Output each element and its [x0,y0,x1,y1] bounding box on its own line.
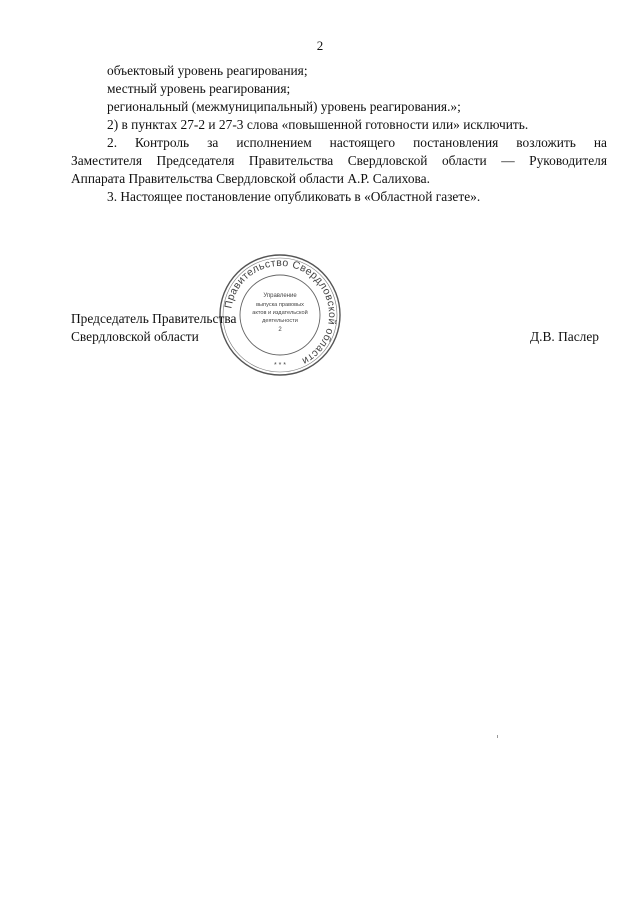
seal-inner-line-2: выпуска правовых [256,302,304,308]
seal-inner-line-4: деятельности [262,318,298,324]
text-line-8: 3. Настоящее постановление опубликовать в «Областной газете». [107,189,481,204]
signature-title [71,310,236,346]
seal-outer-text: Правительство Свердловской области [222,256,339,368]
seal-inner-line-3: актов и издательской [252,310,308,316]
text-line-3: региональный (межмуниципальный) уровень реагирования.»; [107,99,461,114]
seal-inner-line-5: 2 [278,327,282,333]
signature-title-line-1: Председатель Правительства [71,311,237,326]
seal-stars: * * * [273,362,287,369]
text-line-4: 2) в пунктах 27-2 и 27-3 слова «повышенной готовности или» исключить. [107,117,529,132]
scan-artifact-dot [497,735,498,738]
text-line-1: объектовый уровень реагирования; [107,63,308,78]
signature-name: Д.В. Паслер [530,329,599,344]
text-line-7: Аппарата Правительства Свердловской области А.Р. Салихова. [71,171,430,186]
page-number: 2 [316,38,324,53]
seal-inner-line-1: Управление [263,293,297,299]
text-line-5: 2. Контроль за исполнением настоящего постановления возложить на [107,135,607,150]
signature-title-line-2: Свердловской области [71,329,199,344]
official-seal-stamp [218,253,342,377]
text-line-2: местный уровень реагирования; [107,81,291,96]
text-line-6: Заместителя Председателя Правительства Свердловской области — Руководителя [71,153,607,168]
